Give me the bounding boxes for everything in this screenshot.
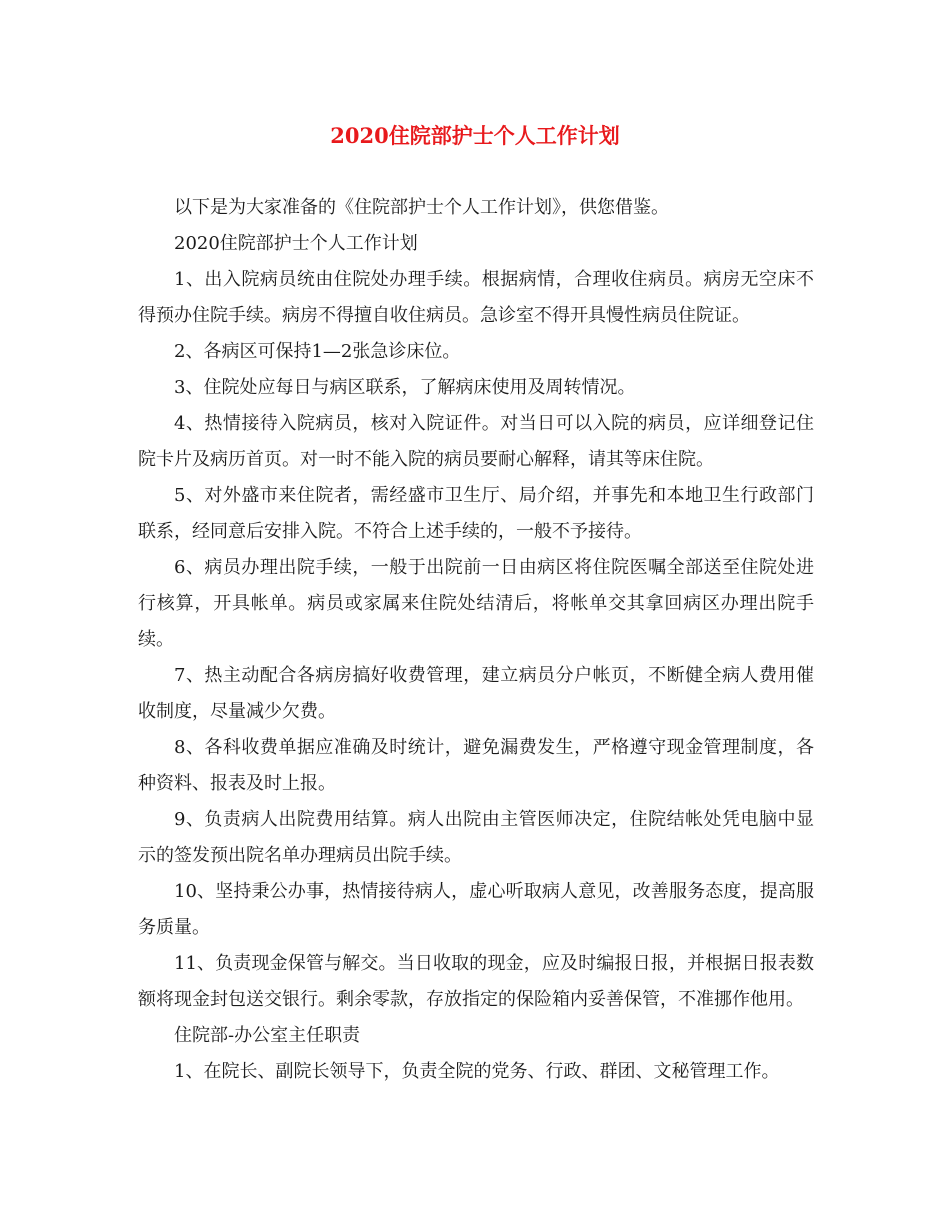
paragraph-item-6: 6、病员办理出院手续，一般于出院前一日由病区将住院医嘱全部送至住院处进行核算，开具帐单。病员或家属来住院处结清后，将帐单交其拿回病区办理出院手续。 [138,557,814,650]
paragraph-item-2: 2、各病区可保持1—2张急诊床位。 [174,341,461,362]
paragraph-item-1: 1、出入院病员统由住院处办理手续。根据病情，合理收住病员。病房无空床不得预办住院手续。病房不得擅自收住病员。急诊室不得开具慢性病员住院证。 [138,269,814,326]
paragraph-item-9: 9、负责病人出院费用结算。病人出院由主管医师决定，住院结帐处凭电脑中显示的签发预出院名单办理病员出院手续。 [138,809,814,866]
paragraph-heading: 2020住院部护士个人工作计划 [174,233,418,254]
paragraph-intro: 以下是为大家准备的《住院部护士个人工作计划》，供您借鉴。 [174,197,669,218]
paragraph-item-10: 10、坚持秉公办事，热情接待病人，虚心听取病人意见，改善服务态度，提高服务质量。 [138,881,814,938]
paragraph-item-11: 11、负责现金保管与解交。当日收取的现金，应及时编报日报，并根据日报表数额将现金封包送交银行。剩余零款，存放指定的保险箱内妥善保管，不准挪作他用。 [138,953,814,1010]
document-body [138,190,814,1090]
paragraph-item-7: 7、热主动配合各病房搞好收费管理，建立病员分户帐页，不断健全病人费用催收制度，尽量减少欠费。 [138,665,814,722]
paragraph-item-4: 4、热情接待入院病员，核对入院证件。对当日可以入院的病员，应详细登记住院卡片及病历首页。对一时不能入院的病员要耐心解释，请其等床住院。 [138,413,814,470]
paragraph-item-5: 5、对外盛市来住院者，需经盛市卫生厅、局介绍，并事先和本地卫生行政部门联系，经同意后安排入院。不符合上述手续的，一般不予接待。 [138,485,814,542]
document-title: 2020住院部护士个人工作计划 [330,123,620,148]
paragraph-section-heading: 住院部-办公室主任职责 [174,1025,361,1046]
paragraph-item-8: 8、各科收费单据应准确及时统计，避免漏费发生，严格遵守现金管理制度，各种资料、报表及时上报。 [138,737,814,794]
paragraph-duty-1: 1、在院长、副院长领导下，负责全院的党务、行政、群团、文秘管理工作。 [174,1061,780,1082]
paragraph-item-3: 3、住院处应每日与病区联系，了解病床使用及周转情况。 [174,377,636,398]
